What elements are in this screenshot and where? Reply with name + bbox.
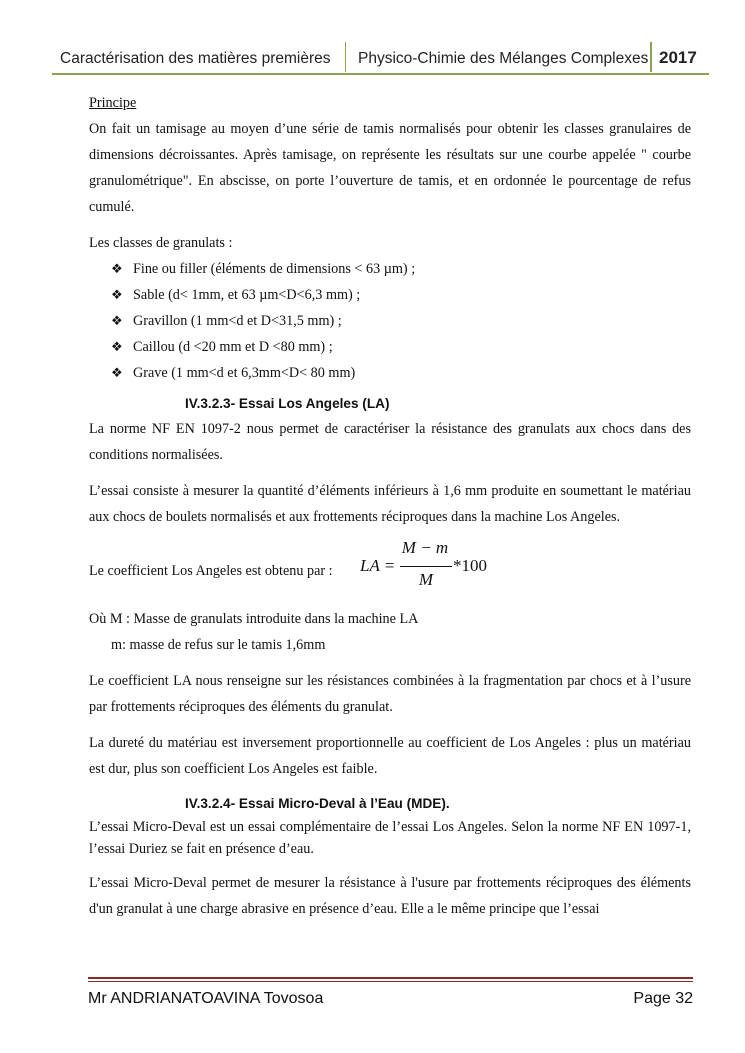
header-course-title: Physico-Chimie des Mélanges Complexes — [358, 50, 649, 67]
formula-label: Le coefficient Los Angeles est obtenu par : — [89, 563, 333, 579]
principe-paragraph: On fait un tamisage au moyen d’une série de tamis normalisés pour obtenir les classes granulaires de dimensions décroissantes. Après tamisage, on représente les résultats sur une courbe appelée " courbe granulométrique". En abscisse, on porte l’ouverture de tamis, et en ordonnée le pourcentage de refus cumulé. — [89, 121, 691, 215]
footer-rule — [88, 977, 693, 979]
page-body — [89, 90, 691, 922]
diamond-bullet-icon: ❖ — [111, 261, 123, 276]
header-year: 2017 — [659, 48, 697, 67]
page-header — [52, 42, 709, 74]
classes-intro: Les classes de granulats : — [89, 235, 233, 251]
diamond-bullet-icon: ❖ — [111, 313, 123, 328]
la-formula — [360, 538, 520, 598]
definition-M: Où M : Masse de granulats introduite dans la machine LA — [89, 611, 419, 627]
classes-list — [89, 256, 691, 386]
list-item: ❖ Gravillon (1 mm<d et D<31,5 mm) ; — [111, 308, 691, 334]
mde-paragraph-1: L’essai Micro-Deval est un essai complémentaire de l’essai Los Angeles. Selon la norme NF EN 1097-1, l’essai Duriez se fait en présence d’eau. — [89, 819, 691, 857]
footer-rule — [88, 981, 693, 982]
formula-multiplier: *100 — [453, 556, 487, 575]
definition-m: m: masse de refus sur le tamis 1,6mm — [111, 637, 326, 653]
header-rule — [52, 73, 709, 75]
la-paragraph-2: L’essai consiste à mesurer la quantité d’éléments inférieurs à 1,6 mm produite en soumettant le matériau aux chocs de boulets normalisés et aux frottements réciproques dans la machine Los Angeles. — [89, 483, 691, 525]
page-footer — [88, 990, 693, 1014]
fraction-bar — [400, 566, 452, 567]
formula-denominator: M — [418, 570, 434, 589]
formula-lhs: LA = — [360, 556, 396, 575]
section-heading-los-angeles: IV.3.2.3- Essai Los Angeles (LA) — [185, 396, 390, 411]
la-paragraph-1: La norme NF EN 1097-2 nous permet de caractériser la résistance des granulats aux chocs dans des conditions normalisées. — [89, 421, 691, 463]
formula-numerator: M − m — [401, 538, 449, 557]
principe-heading: Principe — [89, 95, 137, 111]
la-paragraph-4: La dureté du matériau est inversement proportionnelle au coefficient de Los Angeles : plus un matériau est dur, plus son coefficient Los Angeles est faible. — [89, 735, 691, 777]
header-chapter-title: Caractérisation des matières premières — [60, 50, 331, 67]
mde-paragraph-2: L’essai Micro-Deval permet de mesurer la résistance à l'usure par frottements réciproques des éléments d'un granulat à une charge abrasive en présence d’eau. Elle a le même principe que l’essai — [89, 875, 691, 917]
diamond-bullet-icon: ❖ — [111, 339, 123, 354]
list-item: ❖ Sable (d< 1mm, et 63 µm<D<6,3 mm) ; — [111, 282, 691, 308]
list-item: ❖ Fine ou filler (éléments de dimensions < 63 µm) ; — [111, 256, 691, 282]
header-divider — [650, 42, 652, 72]
page-number: Page 32 — [633, 990, 693, 1007]
section-heading-micro-deval: IV.3.2.4- Essai Micro-Deval à l’Eau (MDE). — [185, 796, 450, 811]
diamond-bullet-icon: ❖ — [111, 365, 123, 380]
footer-author: Mr ANDRIANATOAVINA Tovosoa — [88, 990, 324, 1007]
list-item: ❖ Caillou (d <20 mm et D <80 mm) ; — [111, 334, 691, 360]
header-divider — [345, 42, 346, 72]
formula-row — [89, 538, 691, 598]
la-paragraph-3: Le coefficient LA nous renseigne sur les résistances combinées à la fragmentation par chocs et à l’usure par frottements réciproques des éléments du granulat. — [89, 673, 691, 715]
diamond-bullet-icon: ❖ — [111, 287, 123, 302]
list-item: ❖ Grave (1 mm<d et 6,3mm<D< 80 mm) — [111, 360, 691, 386]
